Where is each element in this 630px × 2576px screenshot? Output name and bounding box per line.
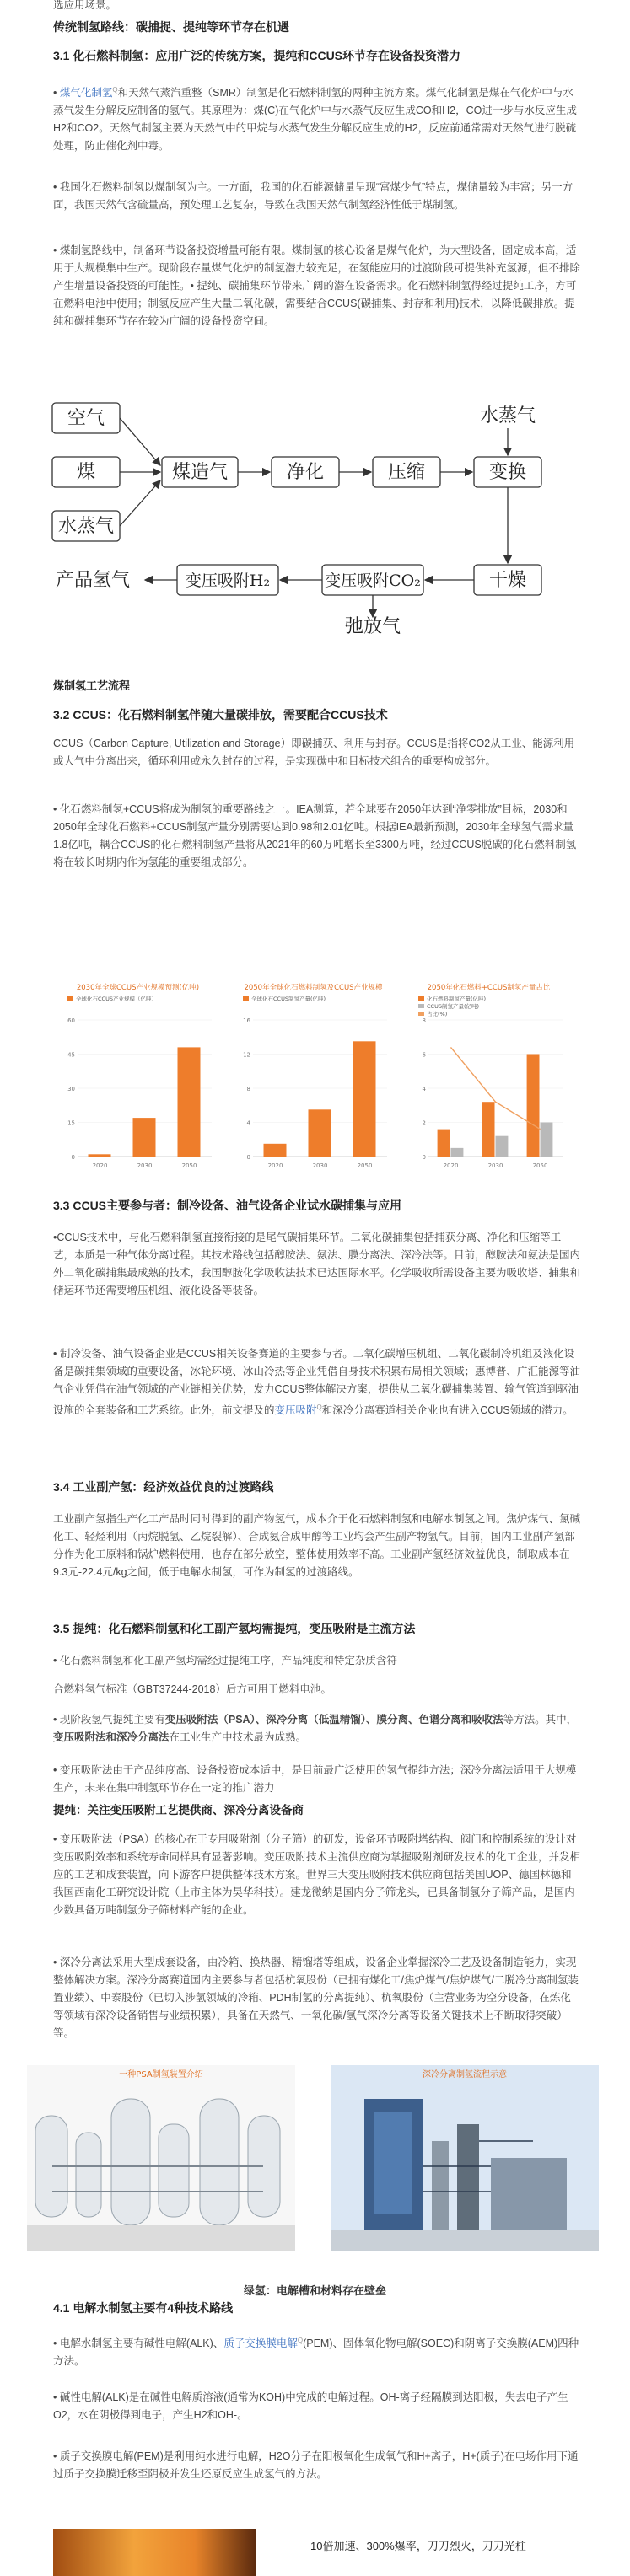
node-steam-in-label: 水蒸气 [57, 516, 115, 537]
y-tick-label: 16 [243, 1017, 250, 1024]
y-tick-label: 30 [67, 1086, 75, 1092]
paragraph-electrolysis-routes [53, 2332, 580, 2370]
heading-purify-focus: 提纯：关注变压吸附工艺提供商、深冷分离设备商 [53, 1804, 304, 1817]
bar [89, 1154, 111, 1157]
paragraph-ccus-def: CCUS（Carbon Capture, Utilization and Storage）即碳捕获、利用与封存。CCUS是指将CO2从工业、能源利用或大气中分离出来，循环利用或永久封存的过程，是实现碳中和目标技术组合的重要构成部分。 [53, 738, 575, 767]
y-tick-label: 4 [246, 1119, 250, 1127]
paragraph-text: • 制冷设备、油气设备企业是CCUS相关设备赛道的主要参与者。二氧化碳增压机组、二氧化碳制冷机组及液化设备是碳捕集领域的重要设备，冰轮环境、冰山冷热等企业凭借自身技术积累布局相关领域；惠博普、广汇能源等油气企业凭借在油气领域的产业链相关优势，发力CCUS整体解决方案，提供从二氧化碳捕集装置、输气管道到驱油设施的全套装备和工艺系统。此外，前文提及的 [53, 1348, 581, 1417]
paragraph-psa-wide: • 变压吸附法由于产品纯度高、设备投资成本适中，是目前最广泛使用的氢气提纯方法；深冷分离法适用于大规模生产，未来在集中制氢环节存在一定的推广潜力 [53, 1764, 577, 1794]
paragraph-equipment: • 煤制氢路线中，制备环节设备投资增量可能有限。煤制氢的核心设备是煤气化炉，为大型设备，固定成本高，适用于大规模集中生产。现阶段存量煤气化炉的制氢潜力较充足，在氢能应用的过渡阶段可提供补充氢源，但不排除产生增量设备投资的可能性。• 提纯、碳捕集环节带来广阔的潜在设备需求。化石燃料制氢得经过提纯工序，方可在燃料电池中使用；制氢反应产生大量二氧化碳，需要结合CCUS(碳捕集、封存和利用)技术，以降低碳排放。提纯和碳捕集环节存在较为广阔的设备投资空间。 [53, 244, 581, 327]
heading-3-3: 3.3 CCUS主要参与者：制冷设备、油气设备企业试水碳捕集与应用 [53, 1199, 402, 1212]
arrow-steam-gasifier [120, 480, 160, 526]
photo-right-title: 深冷分离制氢流程示意 [423, 2070, 507, 2080]
paragraph-ccus-capture: •CCUS技术中，与化石燃料制氢直接衔接的是尾气碳捕集环节。二氧化碳捕集包括捕获分离、净化和压缩等工艺，本质是一种气体分离过程。其技术路线包括醇胺法、氨法、膜分离法、深冷法等。目前，醇胺法和氨法是国内外二氧化碳捕集最成熟的技术，我国醇胺化学吸收法技术已达国际水平。化学吸收所需设备主要为吸收塔、捕集和储运环节还需要增压机组、液化设备等装备。 [53, 1232, 581, 1296]
psa-equipment-image [27, 2065, 295, 2251]
chart-ccus-hydrogen [231, 979, 396, 1182]
paragraph-methods [53, 1711, 580, 1747]
paragraph-pem: • 质子交换膜电解(PEM)是利用纯水进行电解，H2O分子在阳极氧化生成氧气和H+离子，H+(质子)在电场作用下通过质子交换膜迁移至阴极并发生还原反应生成氢气的方法。 [53, 2450, 579, 2480]
chart-title: 2050年化石燃料+CCUS制氢产量占比 [427, 984, 551, 992]
x-tick-label: 2030 [137, 1162, 153, 1169]
ad-banner[interactable] [53, 2529, 576, 2576]
bar [482, 1102, 495, 1157]
node-dry-label: 干燥 [488, 570, 527, 591]
x-tick-label: 2050 [357, 1162, 373, 1169]
x-tick-label: 2050 [532, 1162, 548, 1169]
paragraph-text: (PEM)、固体氧化物电解(SOEC)和阴离子交换膜(AEM)四种方法。 [53, 2337, 579, 2368]
paragraph-alk: • 碱性电解(ALK)是在碱性电解质溶液(通常为KOH)中完成的电解过程。OH-离子经隔膜到达阳极，失去电子产生O2，水在阴极得到电子，产生H2和OH-。 [53, 2391, 568, 2421]
paragraph-coal-gasification: • 煤气化制氢$^Q$和天然气蒸汽重整（SMR）制氢是化石燃料制氢的两种主流方案。煤气化制氢是煤在气化炉中与水蒸气发生分解反应制备的氢气。其原理为：煤(C)在气化炉中与水蒸气反应生成CO和H2，CO进一步与水反应生成H2和CO2。天然气制氢主要为天然气中的甲烷与水蒸气发生分解反应生成的H2，反应前通常需对天然气进行脱硫处理，防止催化剂中毒。 [53, 86, 577, 153]
heading-3-1: 3.1 化石燃料制氢：应用广泛的传统方案，提纯和CCUS环节存在设备投资潜力 [53, 49, 461, 62]
chart-ccus-share [407, 979, 571, 1182]
paragraph-purify-need: • 化石燃料制氢和化工副产氢均需经过提纯工序，产品纯度和特定杂质含符 [53, 1655, 397, 1666]
paragraph-text: • 现阶段氢气提纯主要有 [53, 1714, 165, 1725]
legend-label: CCUS制氢产量(亿吨) [427, 1003, 480, 1010]
legend-label: 化石燃料制氢产量(亿吨) [427, 996, 487, 1002]
legend-swatch [243, 996, 249, 1001]
paragraph-text: • 电解水制氢主要有碱性电解(ALK)、 [53, 2337, 224, 2350]
paragraph-bold: 变压吸附法和深冷分离法 [53, 1731, 170, 1743]
y-tick-label: 8 [422, 1017, 426, 1024]
bar [438, 1130, 450, 1157]
photo-left-title: 一种PSA制氢装置介绍 [119, 2070, 203, 2080]
y-tick-label: 45 [67, 1051, 75, 1059]
y-tick-label: 8 [246, 1086, 250, 1092]
heading-4-1: 4.1 电解水制氢主要有4种技术路线 [53, 2301, 234, 2315]
y-tick-label: 60 [67, 1017, 75, 1024]
x-tick-label: 2020 [92, 1162, 108, 1169]
y-tick-label: 0 [246, 1154, 250, 1161]
top-fragment: 选应用场景。 [53, 0, 117, 11]
legend-label: 全球化石CCUS产业规模（亿吨） [76, 996, 157, 1002]
bar [353, 1041, 376, 1157]
y-tick-label: 0 [422, 1154, 426, 1161]
link-marker-icon: Q [297, 2337, 304, 2344]
node-psa-h2-label: 变压吸附H₂ [185, 572, 271, 590]
node-gasifier-label: 煤造气 [171, 462, 229, 483]
bar [527, 1055, 540, 1157]
chart-ccus-scale [56, 979, 220, 1182]
section-heading-traditional: 传统制氢路线：碳捕捉、提纯等环节存在机遇 [53, 20, 289, 34]
paragraph-ccus-players [53, 1345, 580, 1419]
link-marker-icon: Q [316, 1403, 322, 1411]
paragraph-text: 和深冷分离赛道相关企业也有进入CCUS领域的潜力。 [321, 1404, 573, 1417]
coal-gasification-link[interactable]: 煤气化制氢 [59, 87, 113, 99]
caption-green-hydrogen: 绿氢：电解槽和材料存在壁垒 [243, 2284, 386, 2297]
legend-swatch [418, 996, 424, 1001]
y-tick-label: 15 [67, 1119, 75, 1127]
node-compress-label: 压缩 [387, 462, 426, 483]
chart-title: 2050年全球化石燃料制氢及CCUS产业规模 [244, 984, 383, 992]
bar [451, 1148, 464, 1157]
paragraph-bold: 变压吸附法（PSA）、深冷分离（低温精馏）、膜分离、色谱分离和吸收法 [164, 1714, 503, 1725]
heading-3-4: 3.4 工业副产氢：经济效益优良的过渡路线 [53, 1480, 274, 1494]
bar [541, 1123, 553, 1157]
bar [496, 1136, 509, 1157]
bar [264, 1144, 287, 1157]
x-tick-label: 2020 [443, 1162, 459, 1169]
node-product-label: 产品氢气 [55, 570, 131, 591]
node-purify-label: 净化 [286, 462, 325, 483]
heading-3-2: 3.2 CCUS：化石燃料制氢伴随大量碳排放，需要配合CCUS技术 [53, 708, 388, 722]
node-coal-label: 煤 [76, 462, 96, 483]
node-shift-label: 变换 [488, 462, 527, 483]
x-tick-label: 2020 [267, 1162, 283, 1169]
node-steam-label: 水蒸气 [479, 405, 536, 427]
paragraph-byproduct: 工业副产氢指生产化工产品时同时得到的副产物氢气，成本介于化石燃料制氢和电解水制氢之间。焦炉煤气、氯碱化工、轻烃利用（丙烷脱氢、乙烷裂解）、合成氨合成甲醇等工业均会产生副产物氢气。目前，国内工业副产氢部分作为化工原料和锅炉燃料使用，也存在部分放空，整体使用效率不高。工业副产氢经济效益优良，制取成本在9.3元-22.4元/kg之间，低于电解水制氢，可作为制氢的过渡路线。 [53, 1513, 581, 1578]
bar [178, 1047, 201, 1157]
psa-link[interactable]: 变压吸附 [274, 1404, 317, 1417]
paragraph-psa-detail: • 变压吸附法（PSA）的核心在于专用吸附剂（分子筛）的研发，设备环节吸附塔结构、阀门和控制系统的设计对变压吸附效率和系统寿命同样具有显著影响。变压吸附技术主流供应商为掌握吸附剂研发技术的化工企业，并发相应的工艺和成套装置，向下游客户提供整体技术方案。世界三大变压吸附技术供应商包括美国UOP、德国林德和我国西南化工研究设计院（上市主体为昊华科技）。建龙微纳是国内分子筛龙头，已具备制氢分子筛产品，是国内少数具备万吨制氢分子筛材料产能的企业。 [53, 1833, 581, 1916]
node-psa-co2-label: 变压吸附CO₂ [325, 572, 421, 590]
ad-banner-image [53, 2529, 256, 2576]
bar [133, 1118, 156, 1157]
node-air-label: 空气 [67, 408, 105, 429]
y-tick-label: 0 [71, 1154, 75, 1161]
bar [309, 1109, 331, 1157]
x-tick-label: 2050 [181, 1162, 197, 1169]
pem-link[interactable]: 质子交换膜电解 [223, 2337, 298, 2350]
chart-title: 2030年全球CCUS产业规模预测(亿吨) [76, 984, 200, 992]
ad-banner-text: 10倍加速、300%爆率，刀刀烈火，刀刀光柱 [310, 2540, 526, 2552]
node-vent-label: 弛放气 [344, 616, 401, 637]
legend-swatch [418, 1004, 424, 1008]
x-tick-label: 2030 [487, 1162, 503, 1169]
link-marker-icon: Q [112, 86, 118, 94]
paragraph-text: 和天然气蒸汽重整（SMR）制氢是化石燃料制氢的两种主流方案。煤气化制氢是煤在气化炉中与水蒸气发生分解反应制备的氢气。其原理为：煤(C)在气化炉中与水蒸气反应生成CO和H2，CO进一步与水反应生成H2和CO2。天然气制氢主要为天然气中的甲烷与水蒸气发生分解反应生成的H2，反应前通常需对天然气进行脱硫处理，防止催化剂中毒。 [53, 87, 577, 153]
y-tick-label: 12 [243, 1051, 250, 1059]
y-tick-label: 6 [422, 1051, 426, 1059]
paragraph-ccus-route: • 化石燃料制氢+CCUS将成为制氢的重要路线之一。IEA测算，若全球要在2050年达到“净零排放”目标，2030和2050年全球化石燃料+CCUS制氢产量分别需要达到0.98和2.01亿吨。根据IEA最新预测，2030年全球氢气需求量1.8亿吨，耦合CCUS的化石燃料制氢产量将从2021年的60万吨增长至3300万吨，经过CCUS脱碳的化石燃料制氢将在较长时期内作为氢能的重要组成部分。 [53, 803, 577, 868]
legend-label: 全球化石CCUS制氢产量(亿吨) [251, 996, 326, 1002]
heading-3-5: 3.5 提纯：化石燃料制氢和化工副产氢均需提纯，变压吸附是主流方法 [53, 1622, 416, 1635]
legend-swatch [418, 1012, 424, 1016]
legend-swatch [67, 996, 73, 1001]
ccus-charts [56, 979, 570, 1182]
paragraph-text: 在工业生产中技术最为成熟。 [169, 1731, 307, 1743]
paragraph-cryogenic: • 深冷分离法采用大型成套设备，由冷箱、换热器、精馏塔等组成，设备企业掌握深冷工艺及设备制造能力，实现整体解决方案。深冷分离赛道国内主要参与者包括杭氧股份（已拥有煤化工/焦炉煤气/焦炉煤气/二脱冷分离制氢装置业绩）、中泰股份（已切入涉氢领域的冷箱、PDH制氢的分离提纯）、杭氧股份（主营业务为空分设备，在炼化等领域有深冷设备销售与业绩积累），具备在天然气、一氧化碳/氢气深冷分离等设备关键技术上不断取得突破）等。 [53, 1956, 579, 2039]
figure-title-process: 煤制氢工艺流程 [53, 679, 131, 692]
x-tick-label: 2030 [312, 1162, 328, 1169]
arrow-air-gasifier [120, 418, 160, 465]
y-tick-label: 4 [422, 1086, 426, 1092]
cryogenic-plant-image [331, 2065, 599, 2251]
paragraph-coal-main: • 我国化石燃料制氢以煤制氢为主。一方面，我国的化石能源储量呈现“富煤少气”特点，煤储量较为丰富；另一方面，我国天然气含硫量高，预处理工艺复杂，导致在我国天然气制氢经济性低于煤制氢。 [53, 181, 573, 211]
paragraph-standard: 合燃料氢气标准（GBT37244-2018）后方可用于燃料电池。 [53, 1683, 331, 1695]
y-tick-label: 2 [422, 1119, 426, 1127]
coal-hydrogen-process-diagram [51, 388, 590, 666]
legend-label: 占比(%) [427, 1011, 448, 1017]
paragraph-text: 等方法。其中， [503, 1714, 578, 1725]
